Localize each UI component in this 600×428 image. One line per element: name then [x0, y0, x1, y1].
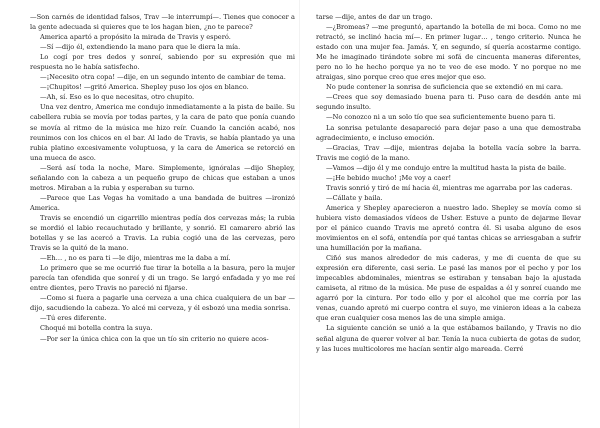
paragraph: —Eh… , no es para ti —le dijo, mientras me la daba a mí.	[40, 254, 231, 263]
paragraph: Ciñó sus manos alrededor de mis caderas, y me di cuenta de que su expresión era diferente, casi seria. Le pasé las manos por el pecho y por los impecables abdominales, mientras se estiraban y tensaban bajo la ajustada camiseta, al ritmo de la música. Me puse de espaldas a él y sonreí cuando me agarró por la cintura. Por todo ello y por el alcohol que me corría por las venas, cuando apretó mi cuerpo contra el suyo, me vinieron ideas a la cabeza que eran cualquier cosa menos las de una simple amiga.	[316, 254, 581, 323]
paragraph: Lo primero que se me ocurrió fue tirar la botella a la basura, pero la mujer parecía tan ofendida que sonreí y di un trago. Se largó enfadada y yo me reí entre dientes, pero Travis no pareció ni fijarse.	[30, 264, 295, 293]
paragraph: —Por ser la única chica con la que un tío sin criterio no quiere acos-	[40, 334, 269, 343]
paragraph: Choqué mi botella contra la suya.	[40, 324, 153, 333]
paragraph: No pude contener la sonrisa de suficiencia que se extendió en mi cara.	[326, 83, 563, 92]
paragraph: —Vamos —dijo él y me condujo entre la multitud hasta la pista de baile.	[326, 163, 567, 172]
paragraph: —Son carnés de identidad falsos, Trav —le interrumpí—. Tienes que conocer a la gente adecuada si quieres que te los hagan bien, ¿no te parece?	[30, 13, 295, 32]
paragraph: —Cállate y baila.	[326, 193, 383, 202]
paragraph: La siguiente canción se unió a la que estábamos bailando, y Travis no dio señal alguna de querer volver al bar. Tenía la nuca cubierta de gotas de sudor, y las luces multicolores me hacían sentir algo mareada. Cerré	[316, 324, 581, 353]
paragraph: —¡He bebido mucho! ¡Me voy a caer!	[326, 173, 452, 182]
paragraph: —¡Chupitos! —gritó America. Shepley puso los ojos en blanco.	[40, 83, 249, 92]
paragraph: —No conozco ni a un solo tío que sea suficientemente bueno para ti.	[326, 113, 556, 122]
paragraph: Travis se encendió un cigarrillo mientras pedía dos cervezas más; la rubia se mordió el labio recauchutado y brillante, y sonrió. El camarero abrió las botellas y se las acercó a Travis. La rubia cogió una de las cervezas, pero Travis se la quitó de la mano.	[30, 213, 295, 253]
paragraph: tarse —dije, antes de dar un trago.	[316, 13, 433, 21]
paragraph: Travis sonrió y tiró de mí hacia él, mientras me agarraba por las caderas.	[326, 183, 573, 192]
left-page	[30, 12, 295, 344]
paragraph: —Gracias, Trav —dije, mientras dejaba la botella vacía sobre la barra. Travis me cogió de la mano.	[316, 143, 581, 162]
paragraph: —Parece que Las Vegas ha vomitado a una bandada de buitres —ironizó America.	[30, 193, 295, 212]
paragraph: —Ah, sí. Eso es lo que necesitas, otro chupito.	[40, 93, 195, 102]
paragraph: America apartó a propósito la mirada de Travis y esperó.	[40, 33, 231, 42]
paragraph: —Será así toda la noche, Mare. Simplemente, ignóralas —dijo Shepley, señalando con la cabeza a un pequeño grupo de chicas que estaban a unos metros. Miraban a la rubia y esperaban su turno.	[30, 163, 295, 192]
paragraph: Una vez dentro, America me condujo inmediatamente a la pista de baile. Su cabellera rubia se movía por todas partes, y la cara de pato que ponía cuando se movía al ritmo de la música me hizo reír. Cuando la canción acabó, nos reunimos con los chicos en el bar. Al lado de Travis, se había plantado ya una rubia platino excesivamente voluptuosa, y la cara de America se retorció en una mueca de asco.	[30, 103, 295, 162]
paragraph: —Crees que soy demasiado buena para ti. Puso cara de desdén ante mi segundo insulto.	[316, 93, 581, 112]
paragraph: La sonrisa petulante desapareció para dejar paso a una que demostraba agradecimiento, e incluso emoción.	[316, 123, 581, 142]
paragraph: —Sí —dijo él, extendiendo la mano para que le diera la mía.	[40, 43, 241, 52]
paragraph: —Como si fuera a pagarle una cerveza a una chica cualquiera de un bar —dijo, sacudiendo la cabeza. Yo alcé mi cerveza, y él esbozó una media sonrisa.	[30, 294, 295, 313]
paragraph: Lo cogí por tres dedos y sonreí, sabiendo por su expresión que mi respuesta no le había satisfecho.	[30, 53, 295, 72]
paragraph: —¿Bromeas? —me preguntó, apartando la botella de mi boca. Como no me retractó, se inclinó hacia mí—. En primer lugar… , tengo criterio. Nunca he estado con una mujer fea. Jamás. Y, en segundo, sí quería acostarme contigo. Me he imaginado tirándote sobre mi sofá de cincuenta maneras diferentes, pero no lo he hecho porque ya no te veo de ese modo. Y no porque no me atraigas, sino porque creo que eres mejor que eso.	[316, 23, 581, 82]
paragraph: —Tú eres diferente.	[40, 314, 107, 323]
paragraph: America y Shepley aparecieron a nuestro lado. Shepley se movía como si hubiera visto demasiados vídeos de Usher. Estuve a punto de dejarme llevar por el pánico cuando Travis me apretó contra él. Si usaba alguno de esos movimientos en el sofá, entendía por qué tantas chicas se arriesgaban a sufrir una humillación por la mañana.	[316, 203, 581, 253]
right-page	[316, 12, 581, 354]
paragraph: —¡Necesito otra copa! —dije, en un segundo intento de cambiar de tema.	[40, 73, 286, 82]
page-gutter	[299, 0, 300, 428]
